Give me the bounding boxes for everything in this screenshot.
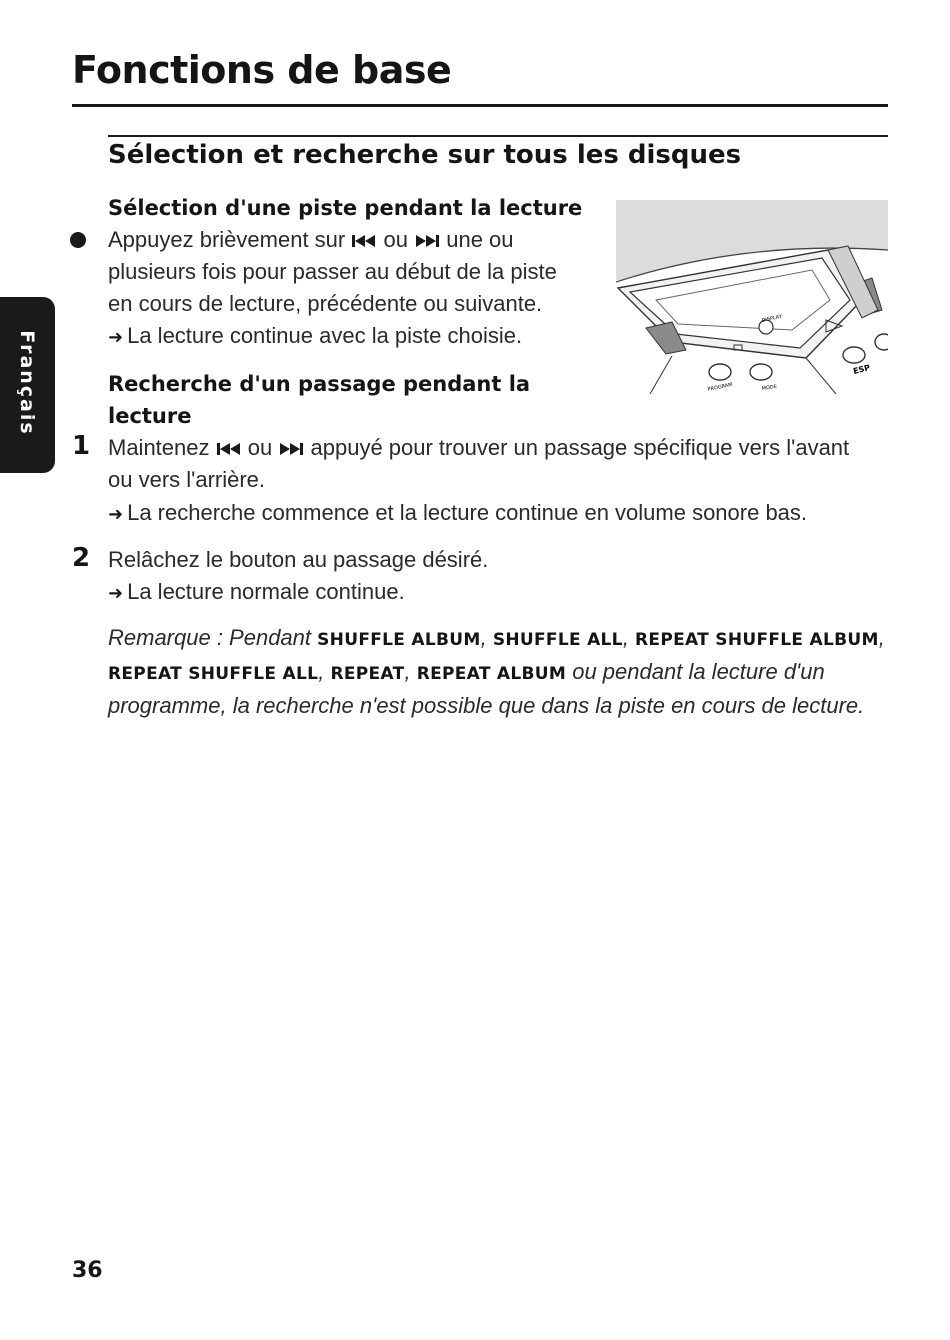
title-divider	[72, 104, 888, 107]
note-paragraph	[108, 622, 893, 722]
text: Maintenez	[108, 435, 210, 460]
text: La lecture continue avec la piste choisie.	[127, 323, 523, 348]
text: La lecture normale continue.	[127, 579, 405, 604]
text: La recherche commence et la lecture continue en volume sonore bas.	[127, 500, 808, 525]
separator: ,	[622, 625, 636, 650]
note-suffix: ou pendant la lecture d'un programme, la recherche n'est possible que dans la piste en cours de lecture.	[108, 659, 865, 718]
step-2-result	[108, 576, 405, 609]
step-1-line-1	[108, 432, 849, 464]
subsection-heading-selection: Sélection d'une piste pendant la lecture	[108, 196, 583, 220]
text: une ou	[446, 227, 514, 252]
text: appuyé pour trouver un passage spécifique vers l'avant	[310, 435, 850, 460]
selection-result	[108, 320, 522, 353]
note-prefix: Remarque : Pendant	[108, 625, 318, 650]
skip-next-icon	[414, 234, 440, 248]
mode-shuffle-all: SHUFFLE ALL	[492, 630, 623, 650]
text: ou	[383, 227, 408, 252]
selection-line-2: plusieurs fois pour passer au début de la piste	[108, 259, 557, 284]
step-1-line-2: ou vers l'arrière.	[108, 467, 266, 492]
page-title: Fonctions de base	[72, 48, 452, 92]
step-number-1: 1	[72, 431, 91, 461]
mode-label: MODE	[761, 383, 778, 392]
section-divider	[108, 135, 888, 137]
mode-repeat-shuffle-all: REPEAT SHUFFLE ALL	[108, 664, 319, 684]
skip-previous-icon	[351, 234, 377, 248]
separator: ,	[318, 659, 331, 684]
step-2-line-1: Relâchez le bouton au passage désiré.	[108, 547, 489, 572]
separator: ,	[878, 625, 885, 650]
arrow-right-icon: ➜	[108, 327, 124, 347]
language-tab	[0, 297, 55, 473]
esp-label: ESP	[852, 363, 872, 376]
selection-line-3: en cours de lecture, précédente ou suivante.	[108, 291, 543, 316]
text: ou	[247, 435, 273, 460]
cd-player-illustration	[616, 200, 888, 394]
arrow-right-icon: ➜	[108, 504, 124, 524]
program-label: PROGRAM	[707, 381, 734, 393]
selection-line-1	[108, 224, 514, 256]
display-label: DISPLAY	[761, 313, 783, 324]
step-number-2: 2	[72, 543, 91, 573]
skip-previous-icon	[216, 442, 242, 456]
skip-next-icon	[278, 442, 304, 456]
section-title: Sélection et recherche sur tous les disques	[108, 140, 742, 170]
subsection-heading-search-cont: lecture	[108, 404, 192, 428]
language-tab-label: Français	[16, 330, 38, 436]
page-number: 36	[72, 1258, 103, 1283]
bullet-icon	[70, 232, 86, 248]
text: Appuyez brièvement sur	[108, 227, 346, 252]
subsection-heading-search: Recherche d'un passage pendant la	[108, 372, 531, 396]
arrow-right-icon: ➜	[108, 583, 124, 603]
separator: ,	[480, 625, 493, 650]
mode-shuffle-album: SHUFFLE ALBUM	[317, 630, 481, 650]
step-1-result	[108, 497, 807, 530]
separator: ,	[404, 659, 417, 684]
mode-repeat-album: REPEAT ALBUM	[416, 664, 567, 684]
mode-repeat: REPEAT	[330, 664, 405, 684]
mode-repeat-shuffle-album: REPEAT SHUFFLE ALBUM	[635, 630, 879, 650]
